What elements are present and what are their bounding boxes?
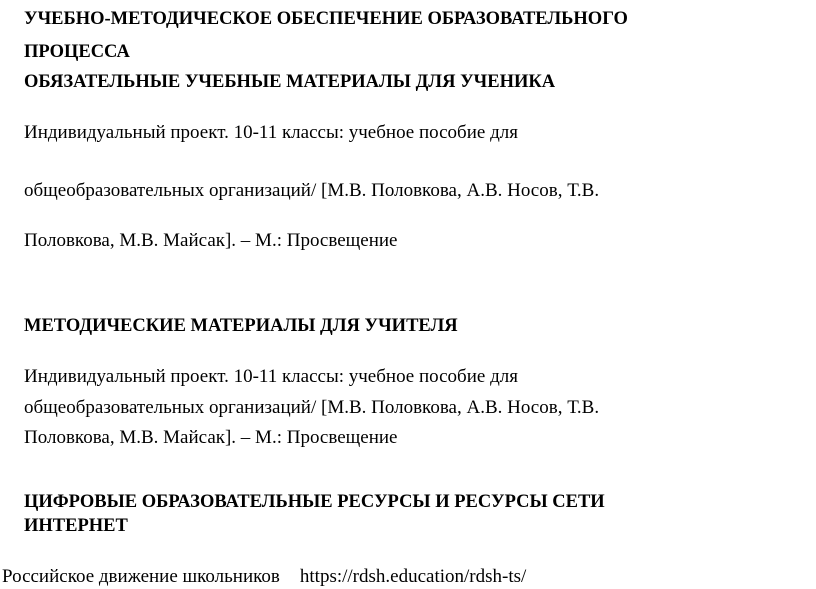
teacher-materials-text-line1: Индивидуальный проект. 10-11 классы: учебное пособие для xyxy=(24,366,518,387)
digital-resources-heading-line1: ЦИФРОВЫЕ ОБРАЗОВАТЕЛЬНЫЕ РЕСУРСЫ И РЕСУРСЫ СЕТИ xyxy=(24,492,605,512)
digital-resources-heading-line2: ИНТЕРНЕТ xyxy=(24,516,128,536)
teacher-materials-heading: МЕТОДИЧЕСКИЕ МАТЕРИАЛЫ ДЛЯ УЧИТЕЛЯ xyxy=(24,316,458,336)
section-title-line1: УЧЕБНО-МЕТОДИЧЕСКОЕ ОБЕСПЕЧЕНИЕ ОБРАЗОВАТЕЛЬНОГО xyxy=(24,9,628,29)
resource-link[interactable]: https://rdsh.education/rdsh-ts/ xyxy=(299,566,527,587)
resource-name: Российское движение школьников xyxy=(2,566,280,587)
teacher-materials-text-line3: Половкова, М.В. Майсак]. – М.: Просвещение xyxy=(24,427,398,448)
student-materials-text-line2: общеобразовательных организаций/ [М.В. Половкова, А.В. Носов, Т.В. xyxy=(24,180,600,201)
teacher-materials-text-line2: общеобразовательных организаций/ [М.В. Половкова, А.В. Носов, Т.В. xyxy=(24,397,600,418)
resource-entry xyxy=(2,566,526,588)
section-title-line2: ПРОЦЕССА xyxy=(24,42,130,62)
student-materials-text-line1: Индивидуальный проект. 10-11 классы: учебное пособие для xyxy=(24,122,518,143)
student-materials-text-line3: Половкова, М.В. Майсак]. – М.: Просвещение xyxy=(24,230,398,251)
student-materials-heading: ОБЯЗАТЕЛЬНЫЕ УЧЕБНЫЕ МАТЕРИАЛЫ ДЛЯ УЧЕНИКА xyxy=(24,72,556,92)
